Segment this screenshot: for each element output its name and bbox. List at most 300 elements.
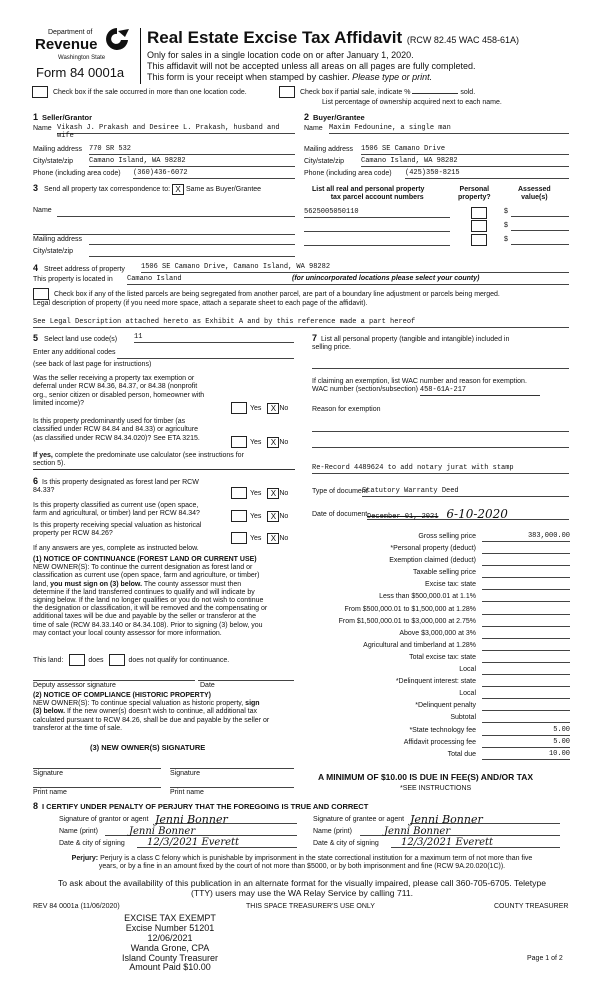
parcel-col3b: value(s) <box>521 194 548 202</box>
buyer-city-field[interactable]: Camano Island, WA 98282 <box>361 157 569 167</box>
reason-field-1[interactable] <box>312 425 569 432</box>
parcel-number-3[interactable] <box>304 236 450 246</box>
accessibility-note <box>28 878 576 899</box>
multi-location-label: Check box if the sale occurred in more than one location code. <box>52 88 247 96</box>
grantee-print-name: Jenni Bonner <box>384 826 451 837</box>
does-label: does <box>88 656 104 664</box>
n2-l2a: (3) below. <box>33 708 66 716</box>
section3-text: Send all property tax correspondence to: <box>43 186 171 193</box>
n2-l1b: sign <box>245 700 260 708</box>
doc-date-label: Date of document <box>312 511 368 518</box>
q2-line-c: (as classified under RCW 84.34.020)? See ETA 3215. <box>33 434 200 442</box>
unincorp-note: (for unincorporated locations please select your county) <box>292 275 480 282</box>
tax-row-label: From $500,000.01 to $1,500,000 at 1.28% <box>344 605 476 613</box>
parcel-col3a: Assessed <box>518 186 551 193</box>
buyer-city-label: City/state/zip <box>304 158 345 165</box>
parcel-col1a: List all real and personal property <box>312 186 425 193</box>
tax-row-value[interactable] <box>482 713 570 723</box>
q1-line-d: limited income)? <box>33 399 84 407</box>
q6-3-no-label: No <box>279 534 289 542</box>
perjury-bold: Perjury: <box>71 855 99 862</box>
wac-block <box>312 378 540 396</box>
doc-date-handwritten: 6-10-2020 <box>446 507 508 521</box>
seller-city-label: City/state/zip <box>33 158 74 165</box>
reason-field-3[interactable]: Re-Record 4489624 to add notary jurat with stamp <box>312 464 569 474</box>
forest-question <box>33 476 199 496</box>
wa-logo-icon <box>103 26 131 52</box>
q1-line-c: org., senior citizen or disabled person, homeowner with <box>33 391 205 399</box>
q6-3a: Is this property receiving special valuation as historical <box>33 522 202 529</box>
tax-row-label: Exemption claimed (deduct) <box>389 557 476 565</box>
section4-text: Street address of property <box>43 266 125 273</box>
tax-row-label: Total due <box>447 750 476 758</box>
assessed-dollar-2: $ <box>504 222 508 229</box>
tax-row-label: Excise tax: state <box>425 581 476 589</box>
partial-sale-check <box>279 86 475 98</box>
buyer-num: 2 <box>304 112 310 122</box>
perjury-text2: years, or by a fine in an amount fixed by the court of not more than $5000, or by both imprisonment and fine (RCW 9A.20.020(1C)). <box>98 863 506 871</box>
q6-3-no-checkbox[interactable]: X <box>267 533 279 544</box>
seller-phone-field[interactable]: (360)436-6072 <box>133 169 295 179</box>
q1-no-checkbox[interactable]: X <box>267 403 279 414</box>
does-checkbox[interactable] <box>69 654 85 666</box>
grantor-date-city: 12/3/2021 Everett <box>147 837 240 848</box>
tax-row-value[interactable] <box>482 677 570 687</box>
does-not-label: does not qualify for continuance. <box>128 656 230 664</box>
tax-row-value[interactable] <box>482 580 570 590</box>
rev-number: REV 84 0001a (11/06/2020) <box>33 903 120 910</box>
q2-yes-checkbox[interactable] <box>231 436 247 448</box>
multi-location-check <box>32 86 247 98</box>
tax-row-label: Gross selling price <box>418 533 476 540</box>
parcel-col2a: Personal <box>459 186 490 193</box>
section5-num: 5 <box>33 333 39 343</box>
section3-mail-label: Mailing address <box>33 236 83 243</box>
tax-table <box>300 532 570 762</box>
deputy-label: Deputy assessor signature <box>33 682 116 689</box>
form-title-text: Real Estate Excise Tax Affidavit <box>147 28 403 47</box>
tax-row-value[interactable]: 5.00 <box>482 726 570 736</box>
header-line1: Only for sales in a single location code on or after January 1, 2020. <box>147 50 414 60</box>
dept-line1: Department of <box>48 29 93 36</box>
section5-row <box>33 333 117 344</box>
n1-l3a: land, <box>33 580 49 588</box>
section7-text <box>312 333 509 353</box>
certify-line <box>33 801 368 812</box>
tax-row <box>300 629 570 641</box>
tax-row-value[interactable] <box>482 629 570 639</box>
tax-row <box>300 580 570 592</box>
reason-label: Reason for exemption <box>312 406 381 413</box>
tax-row-value[interactable] <box>482 665 570 675</box>
tax-row <box>300 689 570 701</box>
n1-l1: NEW OWNER(S): To continue the current designation as forest land or <box>33 564 253 572</box>
same-as-buyer-checkbox[interactable]: X <box>172 184 184 195</box>
buyer-phone-field[interactable]: (425)350-8215 <box>405 169 569 179</box>
tax-row-value[interactable]: 10.00 <box>482 750 570 760</box>
header-line3-text: This form is your receipt when stamped by cashier. <box>147 72 350 82</box>
q6-1a: Is this property designated as forest land per RCW <box>42 479 199 486</box>
tax-row <box>300 713 570 725</box>
n2-l4: transferor at the time of sale. <box>33 724 123 732</box>
owner-sig-2[interactable] <box>170 762 294 769</box>
n1-l4: determine if the land transferred continues to qualify and will indicate by <box>33 588 255 596</box>
section3-row <box>33 183 261 195</box>
perjury-text: Perjury is a class C felony which is punishable by imprisonment in the state correctional institution for a maximum term of not more than five <box>100 855 533 862</box>
seller-heading-text: Seller/Grantor <box>42 113 93 122</box>
parcel-number-1[interactable]: 5625005050110 <box>304 208 450 218</box>
seller-name-label: Name <box>33 125 52 132</box>
deputy-sig-field[interactable] <box>33 674 195 681</box>
owner-sig-1[interactable] <box>33 762 161 769</box>
if-yes-text: complete the predominate use calculator (see instructions for <box>54 452 244 459</box>
section3-num: 3 <box>33 183 39 193</box>
personal-checkbox-2[interactable] <box>471 220 487 232</box>
n1-l2: classification as current use (open space, farm and agriculture, or timber) <box>33 572 260 580</box>
tax-row-value[interactable] <box>482 544 570 554</box>
section4-num: 4 <box>33 263 39 273</box>
tax-row <box>300 750 570 762</box>
located-value: Camano Island <box>127 275 182 283</box>
q6-1-yes-label: Yes <box>250 489 262 497</box>
assessed-value-3[interactable] <box>511 236 569 245</box>
q6-3-yes-label: Yes <box>250 534 262 542</box>
buyer-name-label: Name <box>304 125 323 132</box>
tax-row-value[interactable] <box>482 641 570 651</box>
seller-name-field[interactable]: Vikash J. Prakash and Desiree L. Prakash, husband and wife <box>57 124 295 134</box>
tax-row <box>300 605 570 617</box>
q1-yes-checkbox[interactable] <box>231 402 247 414</box>
s7-t2: selling price. <box>312 344 351 352</box>
tax-row <box>300 641 570 653</box>
header-line3 <box>147 72 432 82</box>
tax-row-label: *State technology fee <box>409 726 476 734</box>
stamp-line: 12/06/2021 <box>147 932 193 943</box>
q6-2-yes-no <box>231 510 288 522</box>
wac-text2: WAC number (section/subsection) <box>312 386 418 394</box>
tax-row <box>300 532 570 544</box>
assessed-dollar-1: $ <box>504 208 508 215</box>
see-instructions: *SEE INSTRUCTIONS <box>400 785 472 792</box>
treasurer-only: THIS SPACE TREASURER'S USE ONLY <box>246 903 375 910</box>
located-label: This property is located in <box>33 276 113 283</box>
q6-3-yes-no <box>231 532 288 544</box>
notice-continuance <box>33 556 267 638</box>
q6-2-yes-label: Yes <box>250 512 262 520</box>
parcel-col-header <box>312 186 424 202</box>
tax-row <box>300 665 570 677</box>
additional-codes-label: Enter any additional codes <box>33 349 116 356</box>
exemption-question <box>33 375 204 408</box>
n1-head: (1) NOTICE OF CONTINUANCE (FOREST LAND OR CURRENT USE) <box>33 556 257 563</box>
tax-row-label: From $1,500,000.01 to $3,000,000 at 2.75% <box>338 617 476 625</box>
q6-3-yes-checkbox[interactable] <box>231 532 247 544</box>
n1-l8: time of sale (RCW 84.33.140 or 84.34.108). Prior to signing (3) below, you <box>33 621 263 629</box>
personal-checkbox-3[interactable] <box>471 234 487 246</box>
q6-1-no-checkbox[interactable]: X <box>267 488 279 499</box>
buyer-heading <box>304 112 365 123</box>
q1-line-b: deferral under RCW 84.36, 84.37, or 84.38 (nonprofit <box>33 383 198 391</box>
sold-label: sold. <box>460 89 476 96</box>
section3-name-field[interactable] <box>57 207 295 217</box>
dept-revenue: Revenue <box>35 36 98 53</box>
n1-l7: additional taxes will be due and payable by the seller or transferor at the <box>33 613 256 621</box>
stamp-line: Excise Number 51201 <box>125 922 215 933</box>
personal-property-field[interactable] <box>312 362 569 369</box>
grantor-sig-field[interactable] <box>155 814 297 824</box>
tax-row <box>300 677 570 689</box>
tax-row-label: Local <box>459 666 476 674</box>
q2-yes-label: Yes <box>250 438 262 446</box>
page-number: Page 1 of 2 <box>527 955 563 962</box>
q1-yes-no <box>231 402 288 414</box>
segregated-label: Check box if any of the listed parcels are being segregated from another parcel, are part of a boundary line adjustment or parcels being merged. <box>53 290 500 298</box>
section3-city-label: City/state/zip <box>33 248 74 255</box>
form-number: Form 84 0001a <box>36 65 125 80</box>
does-not-checkbox[interactable] <box>109 654 125 666</box>
q6-1-no-label: No <box>279 489 289 497</box>
doc-date-struck: December 01, 2021 <box>367 513 439 521</box>
segregated-checkbox[interactable] <box>33 288 49 300</box>
this-land-label: This land: <box>33 656 64 664</box>
grantee-signature: Jenni Bonner <box>410 813 483 826</box>
see-back-label: (see back of last page for instructions) <box>33 361 152 368</box>
any-yes-note: If any answers are yes, complete as instructed below. <box>33 545 199 552</box>
q6-2-no-label: No <box>279 512 289 520</box>
q2-line-a: Is this property predominantly used for timber (as <box>33 418 186 425</box>
located-field[interactable] <box>127 275 569 285</box>
tax-row <box>300 726 570 738</box>
grantor-sig-label: Signature of grantor or agent <box>59 816 149 823</box>
header-line2: This affidavit will not be accepted unless all areas on all pages are fully completed. <box>147 61 476 71</box>
n1-l5: signing below. If the land no longer qualifies or you do not wish to continue <box>33 596 264 604</box>
grantee-date-field[interactable] <box>391 837 560 848</box>
tax-row-label: *Personal property (deduct) <box>390 545 476 553</box>
reason-field-2[interactable] <box>312 441 569 448</box>
buyer-name-field[interactable]: Maxim Fedounine, a single man <box>329 124 569 134</box>
q2-no-label: No <box>279 438 289 446</box>
ask-text1: To ask about the availability of this publication in an alternate format for the visually impaired, please call 360-705-6705. Teletype <box>57 878 547 888</box>
tax-row-label: Subtotal <box>450 714 476 722</box>
owner-print-2[interactable] <box>170 781 294 788</box>
grantee-name-label: Name (print) <box>313 828 352 835</box>
grantor-date-field[interactable] <box>137 837 297 848</box>
tax-row-value[interactable] <box>482 617 570 627</box>
parcel-col2b: property? <box>458 194 491 202</box>
n2-head: (2) NOTICE OF COMPLIANCE (HISTORIC PROPERTY) <box>33 692 211 699</box>
tax-row-value[interactable]: 5.00 <box>482 738 570 748</box>
property-address-field[interactable]: 1506 SE Camano Drive, Camano Island, WA 98282 <box>141 263 569 273</box>
n2-l3: calculated pursuant to RCW 84.26, shall be due and payable by the seller or <box>33 716 270 724</box>
doc-type-label: Type of document <box>312 488 368 495</box>
personal-checkbox-1[interactable] <box>471 207 487 219</box>
assessed-dollar-3: $ <box>504 236 508 243</box>
grantee-name-field[interactable] <box>360 826 560 836</box>
form-title <box>147 28 519 48</box>
q6-3b: property per RCW 84.26? <box>33 530 113 538</box>
q1-no-label: No <box>279 404 289 412</box>
section3-name-label: Name <box>33 207 52 214</box>
tax-row-label: Total excise tax: state <box>409 653 476 661</box>
deputy-date-field[interactable] <box>198 674 294 681</box>
legal-label: Legal description of property (if you need more space, attach a separate sheet to each page of the affidavit). <box>33 300 368 307</box>
section5-text: Select land use code(s) <box>43 336 118 343</box>
multi-location-checkbox[interactable] <box>32 86 48 98</box>
ask-text2: (TTY) users may use the WA Relay Service by calling 711. <box>190 888 414 899</box>
assessed-value-2[interactable] <box>511 222 569 231</box>
grantor-name-label: Name (print) <box>59 828 98 835</box>
same-as-buyer-label: Same as Buyer/Grantee <box>185 186 262 193</box>
segregated-check <box>33 288 500 300</box>
grantor-date-label: Date & city of signing <box>59 840 125 847</box>
seller-mail-field[interactable]: 770 SR 532 <box>89 145 295 155</box>
n1-l9: may contact your local county assessor for more information. <box>33 629 222 637</box>
dor-logo <box>30 26 140 82</box>
section8-num: 8 <box>33 801 39 811</box>
q1-line-a: Was the seller receiving a property tax exemption or <box>33 375 195 382</box>
parcel-number-2[interactable] <box>304 222 450 232</box>
minimum-note: A MINIMUM OF $10.00 IS DUE IN FEE(S) AND/OR TAX <box>318 772 534 782</box>
s7-t1: List all personal property (tangible and intangible) included in <box>321 336 510 343</box>
tax-row-value[interactable] <box>482 592 570 602</box>
q2-line-b: classified under RCW 84.84 and 84.33) or agriculture <box>33 426 198 434</box>
current-use-question <box>33 502 200 519</box>
seller-mail-label: Mailing address <box>33 146 83 153</box>
q2-no-checkbox[interactable]: X <box>267 437 279 448</box>
land-use-code-field[interactable]: 11 <box>134 333 294 343</box>
this-land-row <box>33 654 229 666</box>
owner-sig-label-1: Signature <box>33 770 63 777</box>
n1-l3b: you must sign on (3) below. <box>50 580 143 588</box>
excise-exempt-stamp <box>100 914 240 973</box>
if-yes-bold: If yes, <box>33 452 53 459</box>
notice-compliance <box>33 692 269 733</box>
grantor-signature: Jenni Bonner <box>155 813 228 826</box>
tax-row-label: Agricultural and timberland at 1.28% <box>363 641 476 649</box>
tax-row <box>300 701 570 713</box>
stamp-line: Island County Treasurer <box>121 952 219 963</box>
pct-note: List percentage of ownership acquired next to each name. <box>322 99 502 106</box>
section3-blank-field[interactable] <box>33 225 295 235</box>
historic-question <box>33 522 201 539</box>
tax-row-value[interactable] <box>482 568 570 578</box>
doc-type-field[interactable]: Statutory Warranty Deed <box>362 487 569 497</box>
grantee-sig-field[interactable] <box>410 814 560 824</box>
tax-row-label: Local <box>459 690 476 698</box>
grantee-sig-label: Signature of grantee or agent <box>313 816 405 823</box>
assessed-value-1[interactable] <box>511 208 569 217</box>
q6-1-yes-no <box>231 487 288 499</box>
q1-yes-label: Yes <box>250 404 262 412</box>
section3-mail-field[interactable] <box>89 235 295 245</box>
buyer-phone-label: Phone (including area code) <box>304 170 392 177</box>
buyer-heading-text: Buyer/Grantee <box>313 113 365 122</box>
section4-row <box>33 263 125 274</box>
dept-line3: Washington State <box>58 55 106 61</box>
grantee-date-city: 12/3/2021 Everett <box>401 837 494 848</box>
if-yes-note <box>33 452 295 470</box>
wac-number-field[interactable]: 458-61A-217 <box>420 386 540 395</box>
if-yes-text2: section 5). <box>33 460 295 469</box>
stamp-line: Amount Paid $10.00 <box>129 962 211 973</box>
partial-sale-checkbox[interactable] <box>279 86 295 98</box>
tax-row <box>300 617 570 629</box>
timber-question <box>33 418 200 443</box>
section6-num: 6 <box>33 476 39 486</box>
partial-sale-label: Check box if partial sale, indicate % <box>299 89 411 96</box>
n2-l1a: NEW OWNER(S): To continue special valuation as historic property, <box>33 700 244 708</box>
tax-row <box>300 738 570 750</box>
tax-row <box>300 592 570 604</box>
assessed-col-header <box>518 186 551 202</box>
grantee-date-label: Date & city of signing <box>313 840 379 847</box>
tax-row-value[interactable] <box>482 605 570 615</box>
owner-sig-label-2: Signature <box>170 770 200 777</box>
personal-col-header <box>458 186 491 202</box>
deputy-date-label: Date <box>200 682 215 689</box>
seller-name-row <box>33 125 52 133</box>
tax-row <box>300 544 570 556</box>
owner-print-label-1: Print name <box>33 789 67 796</box>
seller-phone-label: Phone (including area code) <box>33 170 121 177</box>
seller-num: 1 <box>33 112 39 122</box>
tax-row-label: Above $3,000,000 at 3% <box>399 629 476 637</box>
section3-city-field[interactable] <box>89 247 295 257</box>
perjury-note <box>28 855 576 872</box>
q2-yes-no <box>231 436 288 448</box>
grantor-print-name: Jenni Bonner <box>129 826 196 837</box>
q6-2b: farm and agricultural, or timber) land per RCW 84.34? <box>33 510 200 518</box>
county-treasurer: COUNTY TREASURER <box>494 903 569 910</box>
seller-city-field[interactable]: Camano Island, WA 98282 <box>89 157 295 167</box>
tax-row-value[interactable] <box>482 701 570 711</box>
tax-row-label: Taxable selling price <box>412 569 476 577</box>
grantor-name-field[interactable] <box>105 826 297 836</box>
doc-date-field[interactable] <box>367 508 569 520</box>
q6-1-yes-checkbox[interactable] <box>231 487 247 499</box>
tax-row-value[interactable] <box>482 689 570 699</box>
header-line3-italic: Please type or print. <box>352 72 433 82</box>
owner-print-label-2: Print name <box>170 789 204 796</box>
form-title-ref: (RCW 82.45 WAC 458-61A) <box>406 35 520 45</box>
partial-sale-pct[interactable] <box>412 86 458 94</box>
n1-l6: the designation or classification, it will be removed and the compensating or <box>33 605 268 613</box>
tax-row-value[interactable]: 383,000.00 <box>482 532 570 542</box>
tax-row-value[interactable] <box>482 653 570 663</box>
q6-2-yes-checkbox[interactable] <box>231 510 247 522</box>
buyer-mail-field[interactable]: 1506 SE Camano Drive <box>361 145 569 155</box>
header-divider <box>140 28 141 84</box>
section7-num: 7 <box>312 333 318 343</box>
seller-heading <box>33 112 92 123</box>
buyer-mail-label: Mailing address <box>304 146 354 153</box>
q6-1b: 84.33? <box>33 487 55 495</box>
tax-row-value[interactable] <box>482 556 570 566</box>
tax-row-label: *Delinquent penalty <box>415 702 476 710</box>
stamp-line: EXCISE TAX EXEMPT <box>124 913 216 923</box>
owner-print-1[interactable] <box>33 781 161 788</box>
new-owner-sig-head: (3) NEW OWNER(S) SIGNATURE <box>90 743 206 752</box>
tax-row-label: *Delinquent interest: state <box>395 678 476 686</box>
tax-row <box>300 653 570 665</box>
q6-2-no-checkbox[interactable]: X <box>267 511 279 522</box>
tax-row <box>300 568 570 580</box>
legal-description-field[interactable]: See Legal Description attached hereto as Exhibit A and by this reference made a part hereof <box>33 318 569 328</box>
q6-2a: Is this property classified as current use (open space, <box>33 502 199 509</box>
stamp-line: Wanda Grone, CPA <box>130 942 210 953</box>
certify-text: I CERTIFY UNDER PENALTY OF PERJURY THAT THE FOREGOING IS TRUE AND CORRECT <box>42 802 369 811</box>
additional-codes-field[interactable] <box>117 349 294 359</box>
